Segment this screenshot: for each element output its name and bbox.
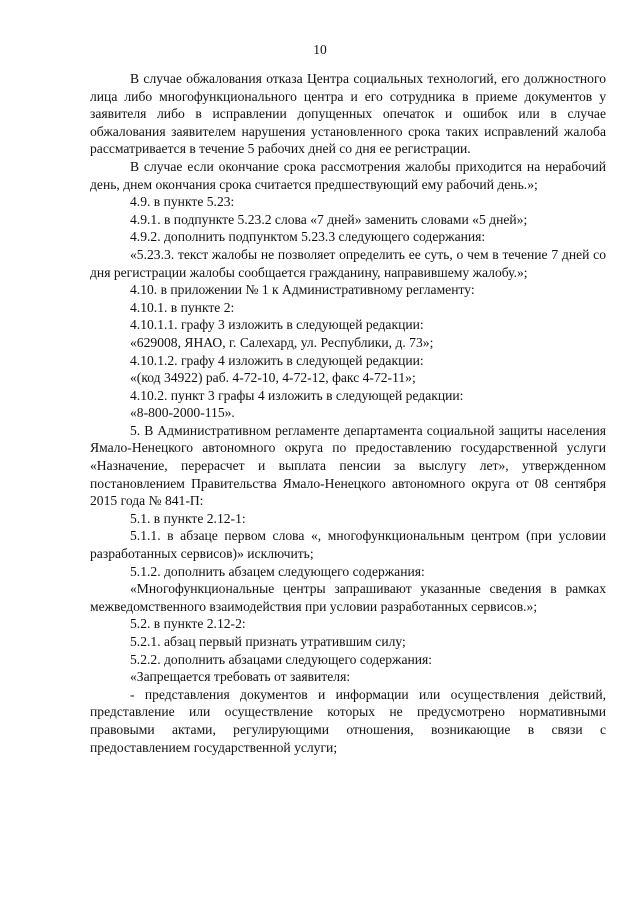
paragraph-mfc-requests: «Многофункциональные центры запрашивают указанные сведения в рамках межведомственного взаимодействия при условии разработанных сервисов.»; xyxy=(90,581,606,614)
page-number: 10 xyxy=(313,42,327,57)
paragraph-5-2: 5.2. в пункте 2.12-2: xyxy=(130,616,246,632)
paragraph-4-9-2: 4.9.2. дополнить подпунктом 5.23.3 следующего содержания: xyxy=(130,229,486,245)
paragraph-5: 5. В Административном регламенте департамента социальной защиты населения Ямало-Ненецкого автономного округа по предоставлению государственной услуги «Назначение, перерасчет и выплата пенсии за выслугу лет», утвержденном постановлением Правительства Ямало-Ненецкого автономного округа от 08 сентября 2015 года № 841-П: xyxy=(90,422,606,509)
paragraph-5-1-2: 5.1.2. дополнить абзацем следующего содержания: xyxy=(130,563,425,579)
document-body xyxy=(90,70,606,756)
paragraph-5-2-2: 5.2.2. дополнить абзацами следующего содержания: xyxy=(130,651,433,667)
paragraph-4-10-1-2: 4.10.1.2. графу 4 изложить в следующей редакции: xyxy=(130,352,424,368)
paragraph-4-9-1: 4.9.1. в подпункте 5.23.2 слова «7 дней» заменить словами «5 дней»; xyxy=(130,211,528,227)
paragraph-5-23-3: «5.23.3. текст жалобы не позволяет определить ее суть, о чем в течение 7 дней со дня регистрации жалобы сообщается гражданину, направившему жалобу.»; xyxy=(90,246,606,280)
paragraph-5-1: 5.1. в пункте 2.12-1: xyxy=(130,510,246,526)
paragraph-address: «629008, ЯНАО, г. Салехард, ул. Республики, д. 73»; xyxy=(130,334,434,350)
paragraph-prohibited: «Запрещается требовать от заявителя: xyxy=(130,669,351,685)
paragraph-5-1-1: 5.1.1. в абзаце первом слова «, многофункциональным центром (при условии разработанных сервисов)» исключить; xyxy=(90,528,606,562)
paragraph-4-10-2: 4.10.2. пункт 3 графы 4 изложить в следующей редакции: xyxy=(130,387,464,403)
paragraph-5-2-1: 5.2.1. абзац первый признать утратившим силу; xyxy=(130,634,406,649)
paragraph-appeal-refusal: В случае обжалования отказа Центра социальных технологий, его должностного лица либо многофункционального центра и его сотрудника в приеме документов у заявителя либо в исправлении допущенных опечаток и ошибок или в случае обжалования заявителем нарушения установленного срока таких исправлений жалоба рассматривается в течение 5 рабочих дней со дня ее регистрации. xyxy=(90,71,606,157)
paragraph-hotline: «8-800-2000-115». xyxy=(130,405,235,421)
paragraph-4-10-1: 4.10.1. в пункте 2: xyxy=(130,299,235,315)
paragraph-phones: «(код 34922) раб. 4-72-10, 4-72-12, факс 4-72-11»; xyxy=(130,370,416,386)
paragraph-documents-item: - представления документов и информации или осуществления действий, представление или осуществление которых не предусмотрено нормативными правовыми актами, регулирующими отношения, возникающие в связи с предоставлением государственной услуги; xyxy=(90,686,606,755)
paragraph-nonworking-day: В случае если окончание срока рассмотрения жалобы приходится на нерабочий день, днем окончания срока считается предшествующий ему рабочий день.»; xyxy=(90,158,606,192)
paragraph-4-9: 4.9. в пункте 5.23: xyxy=(130,194,235,210)
paragraph-4-10: 4.10. в приложении № 1 к Административному регламенту: xyxy=(130,282,475,298)
paragraph-4-10-1-1: 4.10.1.1. графу 3 изложить в следующей редакции: xyxy=(130,317,424,333)
